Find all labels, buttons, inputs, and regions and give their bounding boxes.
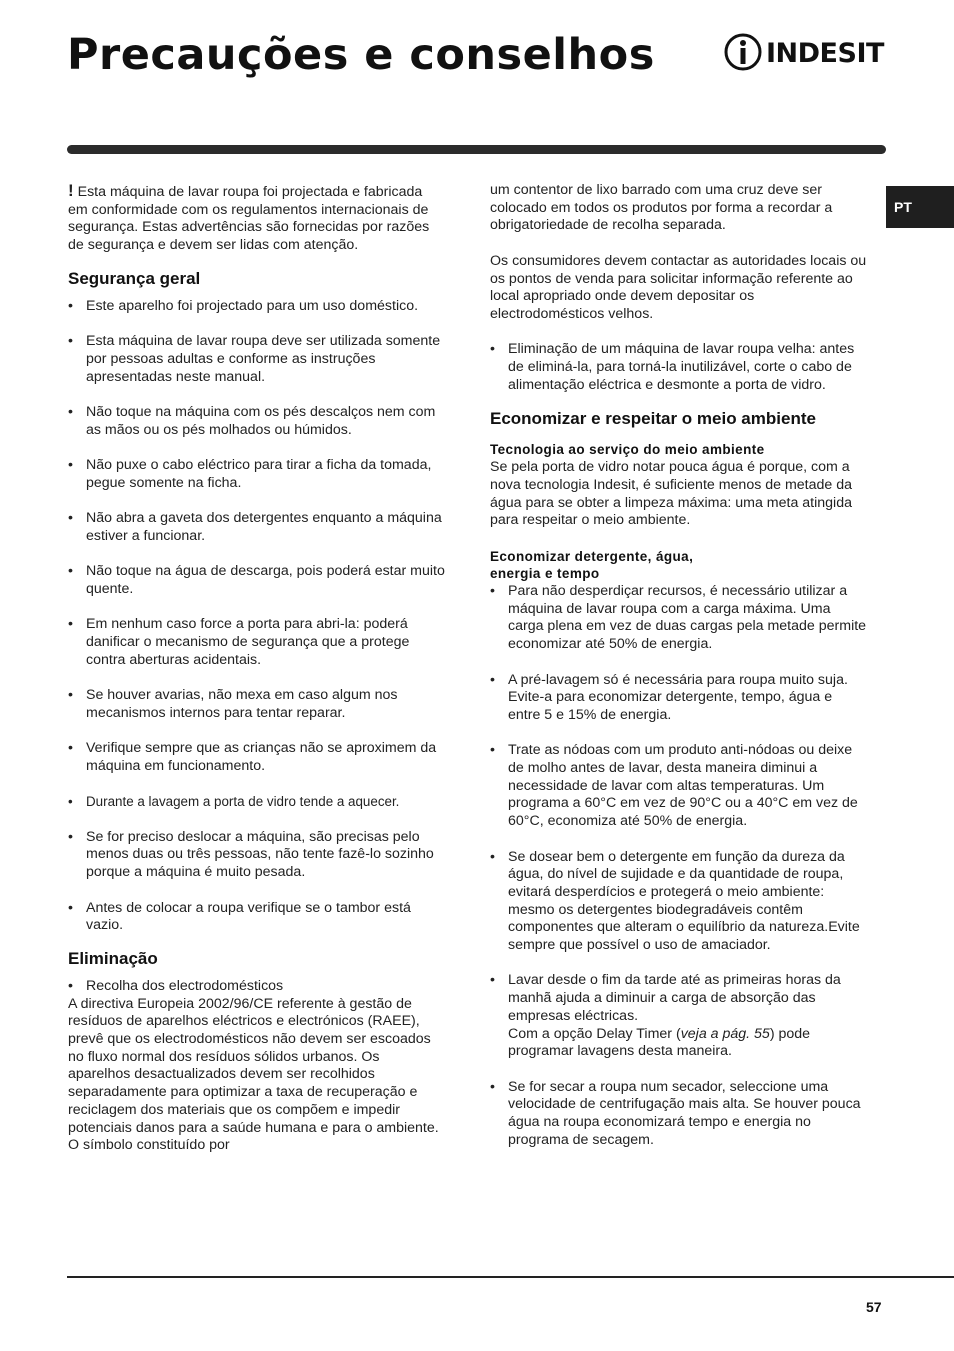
subheading-savings-line2: energia e tempo xyxy=(490,566,600,582)
subheading-technology: Tecnologia ao serviço do meio ambiente xyxy=(490,442,765,458)
intro-paragraph xyxy=(68,182,445,255)
section-heading-safety: Segurança geral xyxy=(68,268,201,288)
list-item: • Não toque na máquina com os pés descalços nem com as mãos ou os pés molhados ou húmidos. xyxy=(68,404,445,439)
savings-list xyxy=(490,583,868,1149)
left-column xyxy=(68,182,445,1155)
consumers-paragraph: Os consumidores devem contactar as autoridades locais ou os pontos de venda para solicitar informação referente ao local apropriado onde devem depositar os electrodomésticos velhos. xyxy=(490,252,867,322)
list-item xyxy=(490,972,868,1061)
list-item: • Não puxe o cabo eléctrico para tirar a ficha da tomada, pegue somente na ficha. xyxy=(68,457,445,492)
list-item: • Eliminação de um máquina de lavar roupa velha: antes de eliminá-la, para torná-la inutilizável, corte o cabo de alimentação eléctrica e desmonte a porta de vidro. xyxy=(490,341,868,394)
delay-before: Com a opção Delay Timer ( xyxy=(508,1025,681,1042)
header-divider xyxy=(67,145,886,154)
section-heading-disposal: Eliminação xyxy=(68,948,158,968)
list-item: • Se houver avarias, não mexa em caso algum nos mecanismos internos para tentar reparar. xyxy=(68,687,445,722)
list-item: • Recolha dos electrodomésticos xyxy=(68,978,445,996)
safety-list xyxy=(68,298,445,935)
section-heading-environment: Economizar e respeitar o meio ambiente xyxy=(490,409,816,429)
list-item: • Trate as nódoas com um produto anti-nódoas ou deixe de molho antes de lavar, desta maneira diminui a necessidade de lavar com altas temperaturas. Um programa a 60°C em vez de 90°C ou a 40°C em vez de 60°C, economiza até 50% de energia. xyxy=(490,742,868,831)
list-item: • Esta máquina de lavar roupa deve ser utilizada somente por pessoas adultas e conforme as instruções apresentadas neste manual. xyxy=(68,333,445,386)
list-item: • Não toque na água de descarga, pois poderá estar muito quente. xyxy=(68,563,445,598)
page-title: Precauções e conselhos xyxy=(67,30,655,80)
right-column xyxy=(490,182,868,1149)
subheading-savings-line1: Economizar detergente, água, xyxy=(490,548,694,564)
page-reference-link[interactable]: veja a pág. 55 xyxy=(680,1025,770,1042)
list-item: • Se for preciso deslocar a máquina, são precisas pelo menos duas ou três pessoas, não tente fazê-lo sozinho porque a máquina é muito pesada. xyxy=(68,829,445,882)
brand-wordmark: INDESIT xyxy=(766,38,884,69)
disposal-text: A directiva Europeia 2002/96/CE referente à gestão de resíduos de aparelhos eléctricos e electrónicos (RAEE), prevê que os electrodomésticos não devem ser escoados no fluxo normal dos resíduos sólidos urbanos. Os aparelhos desactualizados devem ser recolhidos separadamente para optimizar a taxa de recuperação e reciclagem dos materiais que os compõem e impedir potenciais danos para a saúde humana e para o ambiente. O símbolo constituído por xyxy=(68,995,439,1154)
list-item: • Em nenhum caso force a porta para abri-la: poderá danificar o mecanismo de segurança que a protege contra aberturas acidentais. xyxy=(68,616,445,669)
list-item: • Verifique sempre que as crianças não se aproximem da máquina em funcionamento. xyxy=(68,740,445,775)
disposal-continued: um contentor de lixo barrado com uma cruz deve ser colocado em todos os produtos por forma a recordar a obrigatoriedade de recolha separada. xyxy=(490,182,833,234)
intro-text: Esta máquina de lavar roupa foi projectada e fabricada em conformidade com os regulamentos internacionais de segurança. Estas advertências são fornecidas por razões de segurança e devem ser lidas com atenção. xyxy=(68,184,430,254)
list-item: • Este aparelho foi projectado para um uso doméstico. xyxy=(68,298,445,316)
old-machine-list xyxy=(490,341,868,394)
list-item: • Se for secar a roupa num secador, seleccione uma velocidade de centrifugação mais alta. Se houver pouca água na roupa economizará tempo e energia no programa de secagem. xyxy=(490,1079,868,1150)
list-item: • Durante a lavagem a porta de vidro tende a aquecer. xyxy=(68,793,445,811)
warning-mark: ! xyxy=(68,181,74,200)
list-item: • Se dosear bem o detergente em função da dureza da água, do nível de sujidade e da quantidade de roupa, evitará desperdícios e protegerá o meio ambiente: mesmo os detergentes biodegradáveis contêm componentes que alteram o equilíbrio da natureza.Evite sempre que possível o uso de amaciador. xyxy=(490,849,868,955)
technology-text: Se pela porta de vidro notar pouca água é porque, com a nova tecnologia Indesit, é suficiente menos de metade da água para se obter a limpeza máxima: uma meta atingida para respeitar o meio ambiente. xyxy=(490,459,853,529)
page-number: 57 xyxy=(866,1299,882,1315)
indesit-i-icon xyxy=(724,32,762,77)
footer-divider xyxy=(67,1276,954,1278)
list-item: • A pré-lavagem só é necessária para roupa muito suja. Evite-a para economizar detergente, tempo, água e entre 5 e 15% de energia. xyxy=(490,672,868,725)
language-tab: PT xyxy=(886,186,954,228)
list-item: • Antes de colocar a roupa verifique se o tambor está vazio. xyxy=(68,900,445,935)
list-item: • Não abra a gaveta dos detergentes enquanto a máquina estiver a funcionar. xyxy=(68,510,445,545)
disposal-list xyxy=(68,978,445,996)
list-item: • Para não desperdiçar recursos, é necessário utilizar a máquina de lavar roupa com a carga máxima. Uma carga plena em vez de duas cargas pela metade permite economizar até 50% de energia. xyxy=(490,583,868,654)
delay-after: ) pode programar lavagens desta maneira. xyxy=(508,1025,811,1060)
evening-text: Lavar desde o fim da tarde até as primeiras horas da manhã ajuda a diminuir a carga de absorção das empresas eléctricas. xyxy=(508,972,841,1024)
brand-logo xyxy=(724,34,884,74)
